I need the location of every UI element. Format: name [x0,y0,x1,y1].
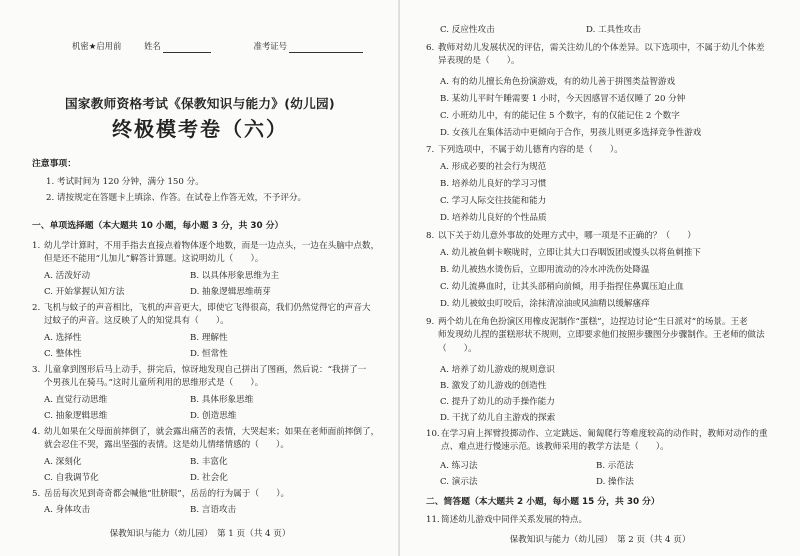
notes-heading: 注意事项： [32,159,76,169]
question-text: （ ）。 [438,343,477,354]
option: D. 操作法 [596,477,634,487]
exam-number-blank [289,43,363,53]
question-text: 儿童拿到图形后马上动手，拼完后，惊讶地发现自己拼出了图画，然后说：“我拼了一 [44,365,367,375]
option: C. 小班幼儿中，有的能记住 5 个数字，有的仅能记住 2 个数字 [440,111,680,121]
option: B. 丰富化 [190,457,228,467]
option: C. 幼儿流鼻血时，让其头部稍向前倾，用手指捏住鼻翼压迫止血 [440,282,684,292]
question-text: 飞机与蚊子的声音相比，飞机的声音更大，即使它飞得很高，我们仍然觉得它的声音大 [44,303,371,313]
option: A. 幼儿被鱼刺卡喉咙时，立即让其大口吞咽饭团或馒头以将鱼刺推下 [440,248,701,258]
option: B. 理解性 [190,333,228,343]
question-number: 7. [426,145,435,155]
question-text: 个男孩儿在骑马。”这时儿童所利用的思维形式是（ ）。 [44,378,264,389]
option: B. 以具体形象思维为主 [190,271,280,281]
option: C. 提升了幼儿的动手操作能力 [440,397,555,407]
question-text: 幼儿如果在父母面前摔倒了，就会露出痛苦的表情，大哭起来；如果在老师面前摔倒了， [44,427,380,437]
option: B. 培养幼儿良好的学习习惯 [440,179,547,189]
question-text: 岳岳每次见到奇奇都会喊他“肚脐眼”，岳岳的行为属于（ ）。 [44,489,290,499]
exam-title: 国家教师资格考试《保教知识与能力》(幼儿园) [65,96,335,111]
page-footer: 保教知识与能力（幼儿园） 第 2 页（共 4 页） [509,535,691,545]
option: D. 创造思维 [190,411,237,421]
option: A. 直觉行动思维 [44,395,108,405]
option: D. 抽象逻辑思维萌芽 [190,287,271,297]
question-9 [426,316,781,356]
header-line [72,40,403,53]
question-text: 以下关于幼儿意外事故的处理方式中，哪一项是不正确的？（ ） [438,231,696,241]
name-field [144,41,231,51]
option: B. 具体形象思维 [190,395,254,405]
option: C. 反应性攻击 [440,25,495,35]
question-1 [32,240,382,267]
question-number: 11. [426,515,440,525]
option: D. 女孩儿在集体活动中更倾向于合作，男孩儿则更多选择竞争性游戏 [440,128,702,138]
question-number: 5. [32,489,41,499]
question-text: 异表现的是（ ）。 [438,56,520,67]
question-number: 4. [32,427,41,437]
question-8 [426,230,781,243]
question-4 [32,426,382,453]
option: D. 工具性攻击 [586,25,642,35]
note-item: 1. 考试时间为 120 分钟，满分 150 分。 [46,177,204,187]
question-number: 8. [426,231,435,241]
option: D. 培养幼儿良好的个性品质 [440,213,547,223]
section-heading: 一、单项选择题（本大题共 10 小题，每小题 3 分，共 30 分） [32,221,284,231]
option: A. 身体攻击 [44,505,91,515]
option: B. 示范法 [596,461,634,471]
page-2 [400,0,800,556]
page-footer: 保教知识与能力（幼儿园） 第 1 页（共 4 页） [109,529,291,539]
option: D. 幼儿被蚊虫叮咬后，涂抹清凉油或风油精以缓解瘙痒 [440,299,650,309]
exam-number-label: 准考证号 [253,41,287,51]
option: C. 整体性 [44,349,82,359]
question-text: 就会忍住不哭，露出坚强的表情。这是幼儿情绪情感的（ ）。 [44,440,289,451]
question-text: 简述幼儿游戏中同伴关系发展的特点。 [441,515,588,525]
exam-subtitle: 终极模考卷（六） [112,117,288,141]
option: B. 某幼儿平时午睡需要 1 小时，今天因感冒不适仅睡了 20 分钟 [440,94,686,104]
option: B. 激发了幼儿游戏的创造性 [440,381,547,391]
option: A. 练习法 [440,461,478,471]
option: B. 言语攻击 [190,505,237,515]
question-text: 下列选项中，不属于幼儿德育内容的是（ ）。 [438,145,623,155]
question-text: 两个幼儿在角色扮演区用橡皮泥制作“蛋糕”，边捏边讨论“生日派对”的场景。王老 [438,317,748,327]
option: C. 演示法 [440,477,478,487]
question-3 [32,364,382,391]
question-text: 在学习肩上挥臂投掷动作、立定跳远、匍匐爬行等难度较高的动作时，教师对动作的重 [441,429,768,439]
question-text: 点、难点进行慢速示范。该教师采用的教学方法是（ ）。 [441,442,669,453]
option: C. 抽象逻辑思维 [44,411,108,421]
option: D. 恒常性 [190,349,228,359]
question-number: 9. [426,317,435,327]
question-6 [426,42,781,69]
option: D. 干扰了幼儿自主游戏的探索 [440,413,556,423]
note-item: 2. 请按规定在答题卡上填涂、作答。在试卷上作答无效，不予评分。 [46,193,307,203]
option: C. 学习人际交往技能和能力 [440,196,547,206]
secret-label: 机密★启用前 [72,41,122,51]
question-10 [426,428,786,455]
question-5 [32,488,382,501]
name-blank [163,43,211,53]
exam-number-field [253,41,383,51]
question-text: 师发现幼儿捏的蛋糕形状不规则，立即要求他们按照步骤图分步骤制作。王老师的做法 [438,330,765,341]
question-number: 10. [426,429,440,439]
option: A. 选择性 [44,333,82,343]
question-11 [426,514,781,527]
question-2 [32,302,382,329]
option: B. 幼儿被热水烫伤后，立即用流动的冷水冲洗伤处降温 [440,265,650,275]
question-text: 教师对幼儿发展状况的评估，需关注幼儿的个体差异。以下选项中，不属于幼儿个体差 [438,43,765,53]
option: A. 深刻化 [44,457,82,467]
question-7 [426,144,781,157]
option: D. 社会化 [190,473,228,483]
option: C. 开始掌握认知方法 [44,287,125,297]
question-number: 2. [32,303,41,313]
option: A. 活泼好动 [44,271,91,281]
question-text: 但是还不能用“儿加儿”解答计算题。这说明幼儿（ ）。 [44,254,264,265]
option: A. 有的幼儿擅长角色扮演游戏，有的幼儿善于拼图类益智游戏 [440,77,676,87]
question-number: 1. [32,241,41,251]
option: A. 培养了幼儿游戏的规则意识 [440,365,555,375]
section-heading: 二、简答题（本大题共 2 小题，每小题 15 分，共 30 分） [426,497,660,507]
question-number: 6. [426,43,435,53]
option: A. 形成必要的社会行为规范 [440,162,547,172]
question-text: 过蚊子的声音。这反映了人的知觉具有（ ）。 [44,316,229,327]
name-label: 姓名 [144,41,161,51]
question-text: 幼儿学计算时，不用手指去直接点着物体逐个地数，而是一边点头，一边在头脑中点数， [44,241,380,251]
option: C. 自我调节化 [44,473,99,483]
question-number: 3. [32,365,41,375]
